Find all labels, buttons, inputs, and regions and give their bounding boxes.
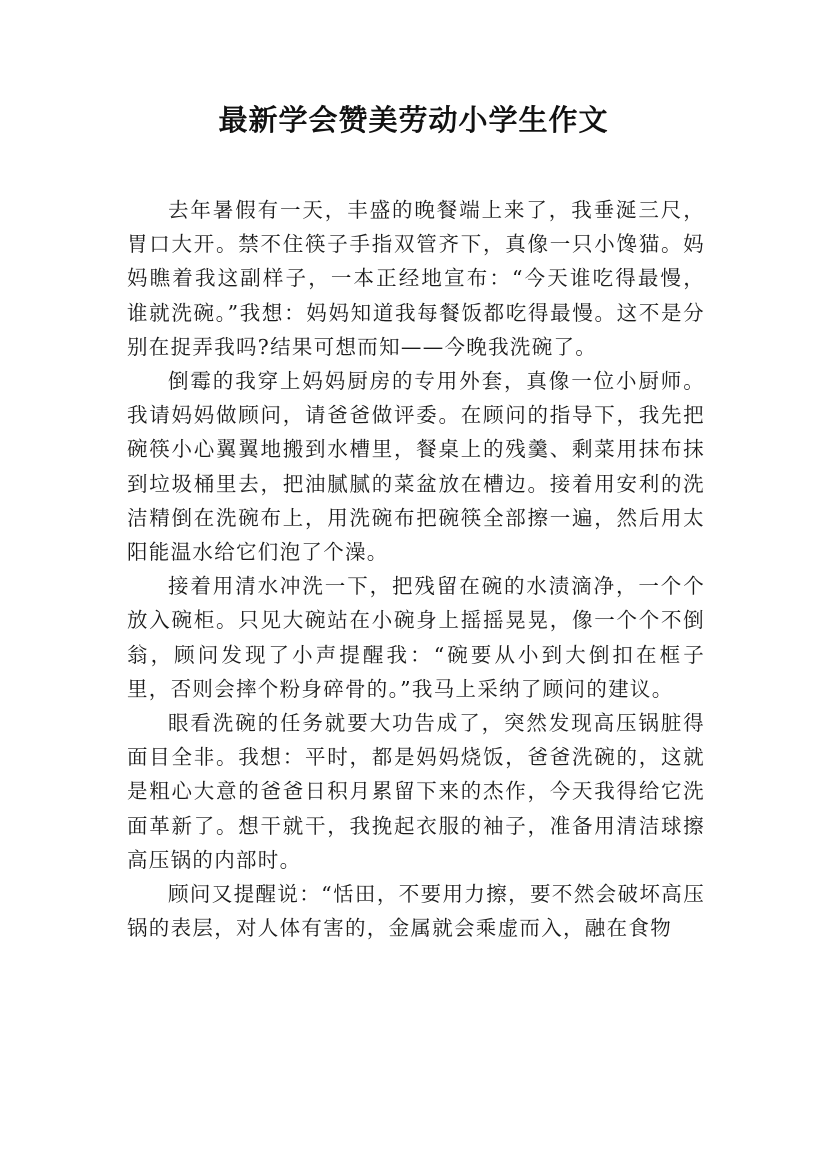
paragraph-5: 顾问又提醒说：“恬田，不要用力擦，要不然会破坏高压锅的表层，对人体有害的，金属就会乘虚而入，融在食物: [127, 882, 705, 941]
paragraph-4: 眼看洗碗的任务就要大功告成了，突然发现高压锅脏得面目全非。我想：平时，都是妈妈烧饭，爸爸洗碗的，这就是粗心大意的爸爸日积月累留下来的杰作，今天我得给它洗面革新了。想干就干，我挽起衣服的袖子，准备用清洁球擦高压锅的内部时。: [127, 711, 705, 872]
document-body: [127, 193, 705, 945]
paragraph-2: 倒霉的我穿上妈妈厨房的专用外套，真像一位小厨师。我请妈妈做顾问，请爸爸做评委。在顾问的指导下，我先把碗筷小心翼翼地搬到水槽里，餐桌上的残羹、剩菜用抹布抹到垃圾桶里去，把油腻腻的菜盆放在槽边。接着用安利的洗洁精倒在洗碗布上，用洗碗布把碗筷全部擦一遍，然后用太阳能温水给它们泡了个澡。: [127, 369, 705, 565]
paragraph-3: 接着用清水冲洗一下，把残留在碗的水渍滴净，一个个放入碗柜。只见大碗站在小碗身上摇摇晃晃，像一个个不倒翁，顾问发现了小声提醒我：“碗要从小到大倒扣在框子里，否则会摔个粉身碎骨的。”我马上采纳了顾问的建议。: [127, 574, 705, 701]
document-title: 最新学会赞美劳动小学生作文: [218, 103, 609, 137]
paragraph-1: 去年暑假有一天，丰盛的晚餐端上来了，我垂涎三尺，胃口大开。禁不住筷子手指双管齐下，真像一只小馋猫。妈妈瞧着我这副样子，一本正经地宣布：“今天谁吃得最慢，谁就洗碗。”我想：妈妈知道我每餐饭都吃得最慢。这不是分别在捉弄我吗?结果可想而知——今晚我洗碗了。: [127, 198, 705, 359]
